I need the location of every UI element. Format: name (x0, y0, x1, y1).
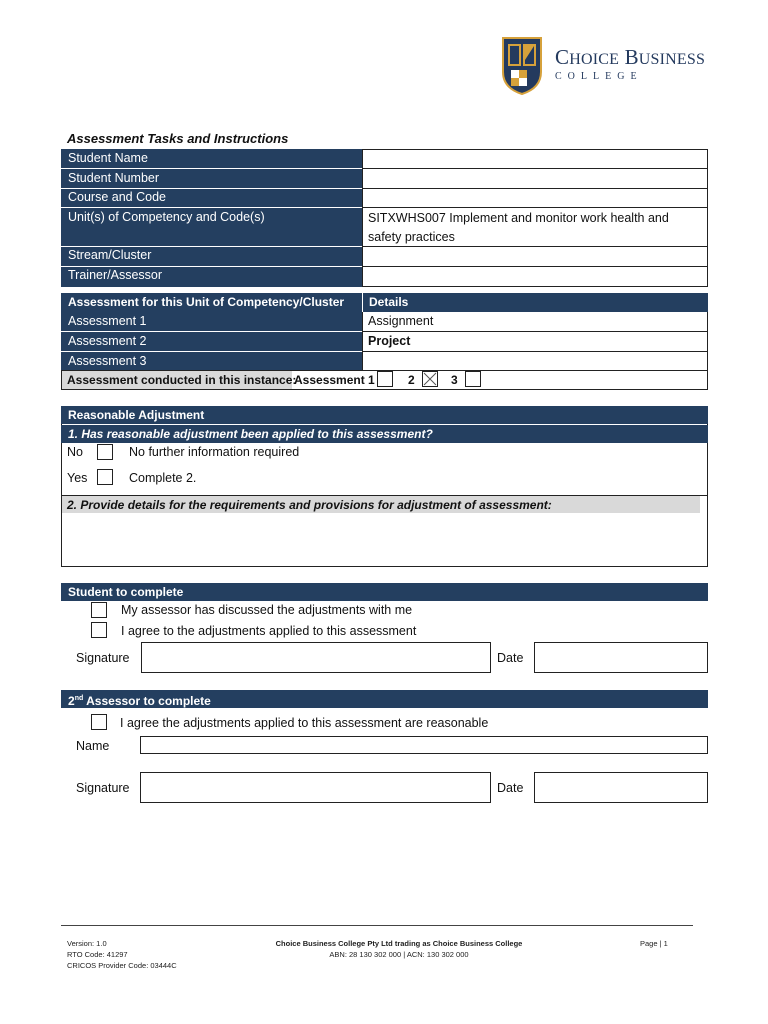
no-description: No further information required (129, 445, 300, 459)
assessor-date-label: Date (497, 781, 524, 795)
course-code-field[interactable] (363, 189, 707, 207)
assessor-name-field[interactable] (140, 736, 708, 754)
unit-code-value-line2: safety practices (368, 230, 455, 244)
assessor-signature-field[interactable] (140, 772, 491, 803)
stream-cluster-field[interactable] (363, 247, 707, 265)
assessment-2-label: Assessment 2 (68, 334, 147, 348)
assessment-2-value: Project (368, 334, 411, 348)
trainer-assessor-field[interactable] (363, 267, 707, 286)
reasonable-adjustment-title: Reasonable Adjustment (68, 408, 205, 422)
question-2: 2. Provide details for the requirements and provisions for adjustment of assessment: (67, 498, 552, 512)
assessment-3-value[interactable] (363, 352, 707, 370)
logo-subtitle: COLLEGE (555, 71, 643, 82)
option-3-label: 3 (451, 373, 458, 387)
assessor-discussed-checkbox[interactable] (91, 602, 107, 618)
adjustment-details-field[interactable] (62, 514, 707, 566)
assessment-1-label: Assessment 1 (68, 314, 147, 328)
student-signature-label: Signature (76, 651, 130, 665)
unit-competency-label: Unit(s) of Competency and Code(s) (68, 210, 265, 224)
footer-company: Choice Business College Pty Ltd trading as Choice Business College (275, 939, 523, 948)
assessment-header-right: Details (369, 295, 409, 309)
trainer-assessor-label: Trainer/Assessor (68, 268, 163, 282)
student-name-field[interactable] (363, 150, 707, 168)
assessor-discussed-text: My assessor has discussed the adjustments with me (121, 603, 413, 617)
assessor-signature-label: Signature (76, 781, 130, 795)
assessor-agree-checkbox[interactable] (91, 714, 107, 730)
shield-logo-icon (501, 36, 543, 96)
question-1: 1. Has reasonable adjustment been applied to this assessment? (68, 427, 433, 441)
assessment-3-checkbox[interactable] (465, 371, 481, 387)
student-number-label: Student Number (68, 171, 160, 185)
yes-description: Complete 2. (129, 471, 197, 485)
college-logo (501, 36, 711, 98)
assessment-1-checkbox[interactable] (377, 371, 393, 387)
unit-code-value-line1: SITXWHS007 Implement and monitor work health and (368, 211, 669, 225)
checkbox-cross-icon (423, 372, 437, 386)
page-heading: Assessment Tasks and Instructions (67, 131, 289, 146)
footer-cricos: CRICOS Provider Code: 03444C (67, 961, 177, 970)
student-name-label: Student Name (68, 151, 148, 165)
no-label: No (67, 445, 83, 459)
footer-page-number: Page | 1 (640, 939, 668, 948)
assessment-2-checkbox[interactable] (422, 371, 438, 387)
assessment-header-left: Assessment for this Unit of Competency/Cluster (68, 295, 345, 309)
footer-version: Version: 1.0 (67, 939, 107, 948)
yes-checkbox[interactable] (97, 469, 113, 485)
footer-rto: RTO Code: 41297 (67, 950, 128, 959)
student-date-label: Date (497, 651, 524, 665)
instance-assessment-label: Assessment 1 (294, 373, 375, 387)
student-date-field[interactable] (534, 642, 708, 673)
agree-adjustments-text: I agree to the adjustments applied to this assessment (121, 624, 417, 638)
logo-name: CHOICE BUSINESS (555, 45, 706, 69)
assessor-date-field[interactable] (534, 772, 708, 803)
agree-adjustments-checkbox[interactable] (91, 622, 107, 638)
instance-label: Assessment conducted in this instance: (67, 373, 297, 387)
assessor-section-title: 2nd Assessor to complete (68, 694, 211, 708)
assessor-agree-text: I agree the adjustments applied to this assessment are reasonable (120, 716, 489, 730)
course-code-label: Course and Code (68, 190, 166, 204)
assessor-name-label: Name (76, 739, 110, 753)
yes-label: Yes (67, 471, 88, 485)
assessment-3-label: Assessment 3 (68, 354, 147, 368)
stream-cluster-label: Stream/Cluster (68, 248, 152, 262)
no-checkbox[interactable] (97, 444, 113, 460)
student-section-title: Student to complete (68, 585, 184, 599)
student-signature-field[interactable] (141, 642, 491, 673)
assessment-1-value: Assignment (368, 314, 434, 328)
student-number-field[interactable] (363, 169, 707, 187)
option-2-label: 2 (408, 373, 415, 387)
footer-abn: ABN: 28 130 302 000 | ACN: 130 302 000 (329, 950, 469, 959)
